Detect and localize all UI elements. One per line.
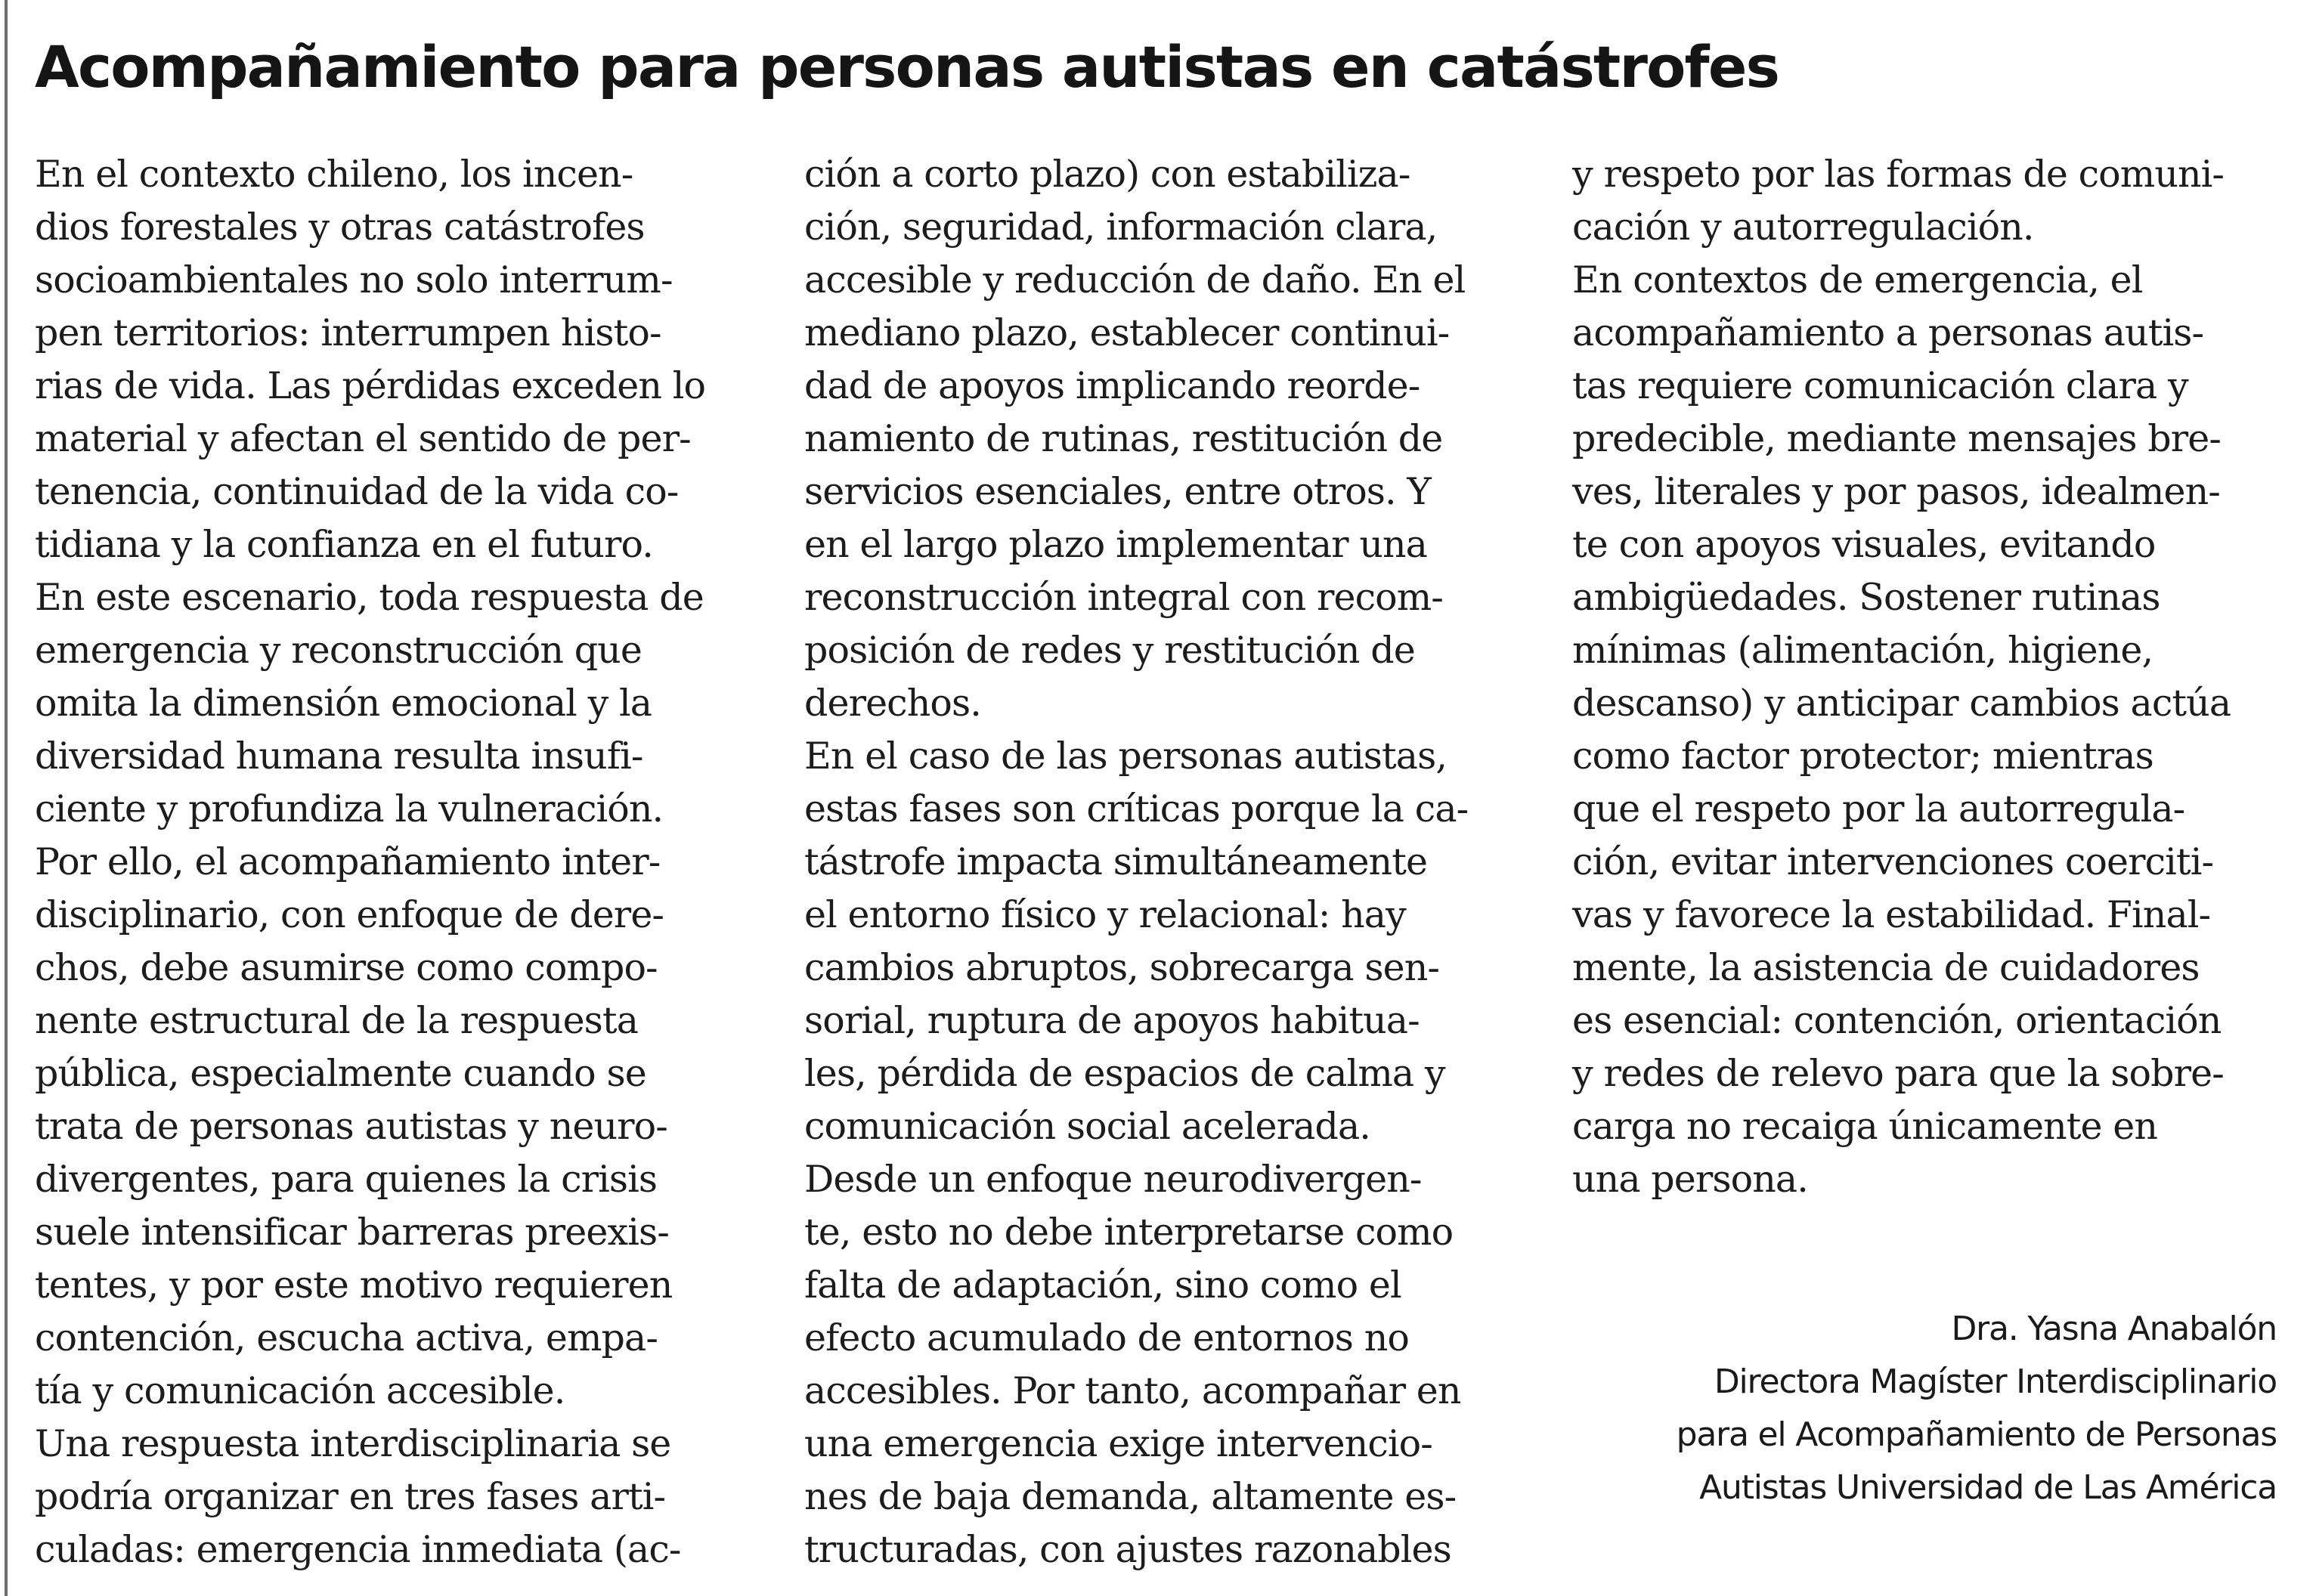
text-line: cambios abruptos, sobrecarga sen- <box>804 946 1440 989</box>
article-column-3 <box>1572 148 2298 1206</box>
text-line: material y afectan el sentido de per- <box>35 417 691 460</box>
text-line: pen territorios: interrumpen histo- <box>35 311 661 354</box>
text-line: falta de adaptación, sino como el <box>804 1264 1401 1307</box>
text-line: ción a corto plazo) con estabiliza- <box>804 153 1410 196</box>
text-line: podría organizar en tres fases arti- <box>35 1475 666 1518</box>
text-line: y respeto por las formas de comuni- <box>1572 153 2225 196</box>
text-line: una emergencia exige intervencio- <box>804 1422 1432 1465</box>
author-name: Dra. Yasna Anabalón <box>1951 1310 2277 1348</box>
text-line: En el caso de las personas autistas, <box>804 735 1448 778</box>
text-line: ambigüedades. Sostener rutinas <box>1572 576 2160 619</box>
text-line: En el contexto chileno, los incen- <box>35 153 633 196</box>
text-line: tentes, y por este motivo requieren <box>35 1264 673 1307</box>
text-line: chos, debe asumirse como compo- <box>35 946 658 989</box>
text-line: pública, especialmente cuando se <box>35 1052 646 1095</box>
text-line: tía y comunicación accesible. <box>35 1369 565 1412</box>
text-line: en el largo plazo implementar una <box>804 523 1427 566</box>
text-line: emergencia y reconstrucción que <box>35 629 642 672</box>
text-line: ves, literales y por pasos, idealmen- <box>1572 470 2220 513</box>
text-line: como factor protector; mientras <box>1572 735 2153 778</box>
text-line: accesibles. Por tanto, acompañar en <box>804 1369 1461 1412</box>
article-column-1 <box>35 148 760 1576</box>
text-line: posición de redes y restitución de <box>804 629 1415 672</box>
text-line: comunicación social acelerada. <box>804 1105 1370 1148</box>
text-line: te con apoyos visuales, evitando <box>1572 523 2156 566</box>
article-column-2 <box>804 148 1530 1576</box>
text-line: es esencial: contención, orientación <box>1572 999 2222 1042</box>
text-line: sorial, ruptura de apoyos habitua- <box>804 999 1420 1042</box>
text-line: servicios esenciales, entre otros. Y <box>804 470 1431 513</box>
text-line: namiento de rutinas, restitución de <box>804 417 1443 460</box>
text-line: una persona. <box>1572 1158 1808 1201</box>
text-line: estas fases son críticas porque la ca- <box>804 787 1469 830</box>
author-role-line: para el Acompañamiento de Personas <box>1676 1415 2277 1454</box>
text-line: predecible, mediante mensajes bre- <box>1572 417 2222 460</box>
text-line: ción, seguridad, información clara, <box>804 206 1438 249</box>
text-line: carga no recaiga únicamente en <box>1572 1105 2158 1148</box>
text-line: suele intensificar barreras preexis- <box>35 1211 669 1254</box>
text-line: nente estructural de la respuesta <box>35 999 639 1042</box>
text-line: y redes de relevo para que la sobre- <box>1572 1052 2224 1095</box>
text-line: trata de personas autistas y neuro- <box>35 1105 667 1148</box>
text-line: dios forestales y otras catástrofes <box>35 206 645 249</box>
text-line: disciplinario, con enfoque de dere- <box>35 893 664 936</box>
text-line: tástrofe impacta simultáneamente <box>804 840 1428 883</box>
column-rule <box>5 0 8 1596</box>
text-line: Una respuesta interdisciplinaria se <box>35 1422 671 1465</box>
text-line: mediano plazo, establecer continui- <box>804 311 1450 354</box>
text-line: el entorno físico y relacional: hay <box>804 893 1406 936</box>
text-line: acompañamiento a personas autis- <box>1572 311 2204 354</box>
article-title: Acompañamiento para personas autistas en catástrofes <box>35 33 1779 101</box>
text-line: reconstrucción integral con recom- <box>804 576 1443 619</box>
text-line: te, esto no debe interpretarse como <box>804 1211 1454 1254</box>
text-line: rias de vida. Las pérdidas exceden lo <box>35 364 706 407</box>
text-line: tenencia, continuidad de la vida co- <box>35 470 679 513</box>
text-line: diversidad humana resulta insufi- <box>35 735 643 778</box>
text-line: dad de apoyos implicando reorde- <box>804 364 1420 407</box>
text-line: tructuradas, con ajustes razonables <box>804 1528 1451 1571</box>
text-line: En contextos de emergencia, el <box>1572 258 2143 302</box>
text-line: nes de baja demanda, altamente es- <box>804 1475 1457 1518</box>
text-line: efecto acumulado de entornos no <box>804 1316 1409 1359</box>
text-line: socioambientales no solo interrum- <box>35 258 673 302</box>
text-line: mínimas (alimentación, higiene, <box>1572 629 2153 672</box>
text-line: En este escenario, toda respuesta de <box>35 576 704 619</box>
text-line: divergentes, para quienes la crisis <box>35 1158 658 1201</box>
text-line: les, pérdida de espacios de calma y <box>804 1052 1445 1095</box>
text-line: ciente y profundiza la vulneración. <box>35 787 664 830</box>
text-line: Desde un enfoque neurodivergen- <box>804 1158 1422 1201</box>
text-line: ción, evitar intervenciones coerciti- <box>1572 840 2214 883</box>
text-line: tas requiere comunicación clara y <box>1572 364 2188 407</box>
text-line: Por ello, el acompañamiento inter- <box>35 840 661 883</box>
text-line: derechos. <box>804 682 981 725</box>
text-line: culadas: emergencia inmediata (ac- <box>35 1528 681 1571</box>
text-line: que el respeto por la autorregula- <box>1572 787 2185 830</box>
text-line: descanso) y anticipar cambios actúa <box>1572 682 2231 725</box>
author-signature-block <box>1677 1303 2277 1514</box>
text-line: tidiana y la confianza en el futuro. <box>35 523 653 566</box>
text-line: accesible y reducción de daño. En el <box>804 258 1466 302</box>
author-role-line: Directora Magíster Interdisciplinario <box>1714 1362 2277 1401</box>
text-line: vas y favorece la estabilidad. Final- <box>1572 893 2211 936</box>
text-line: cación y autorregulación. <box>1572 206 2034 249</box>
text-line: mente, la asistencia de cuidadores <box>1572 946 2200 989</box>
text-line: contención, escucha activa, empa- <box>35 1316 658 1359</box>
author-role-line: Autistas Universidad de Las América <box>1699 1468 2277 1507</box>
text-line: omita la dimensión emocional y la <box>35 682 652 725</box>
